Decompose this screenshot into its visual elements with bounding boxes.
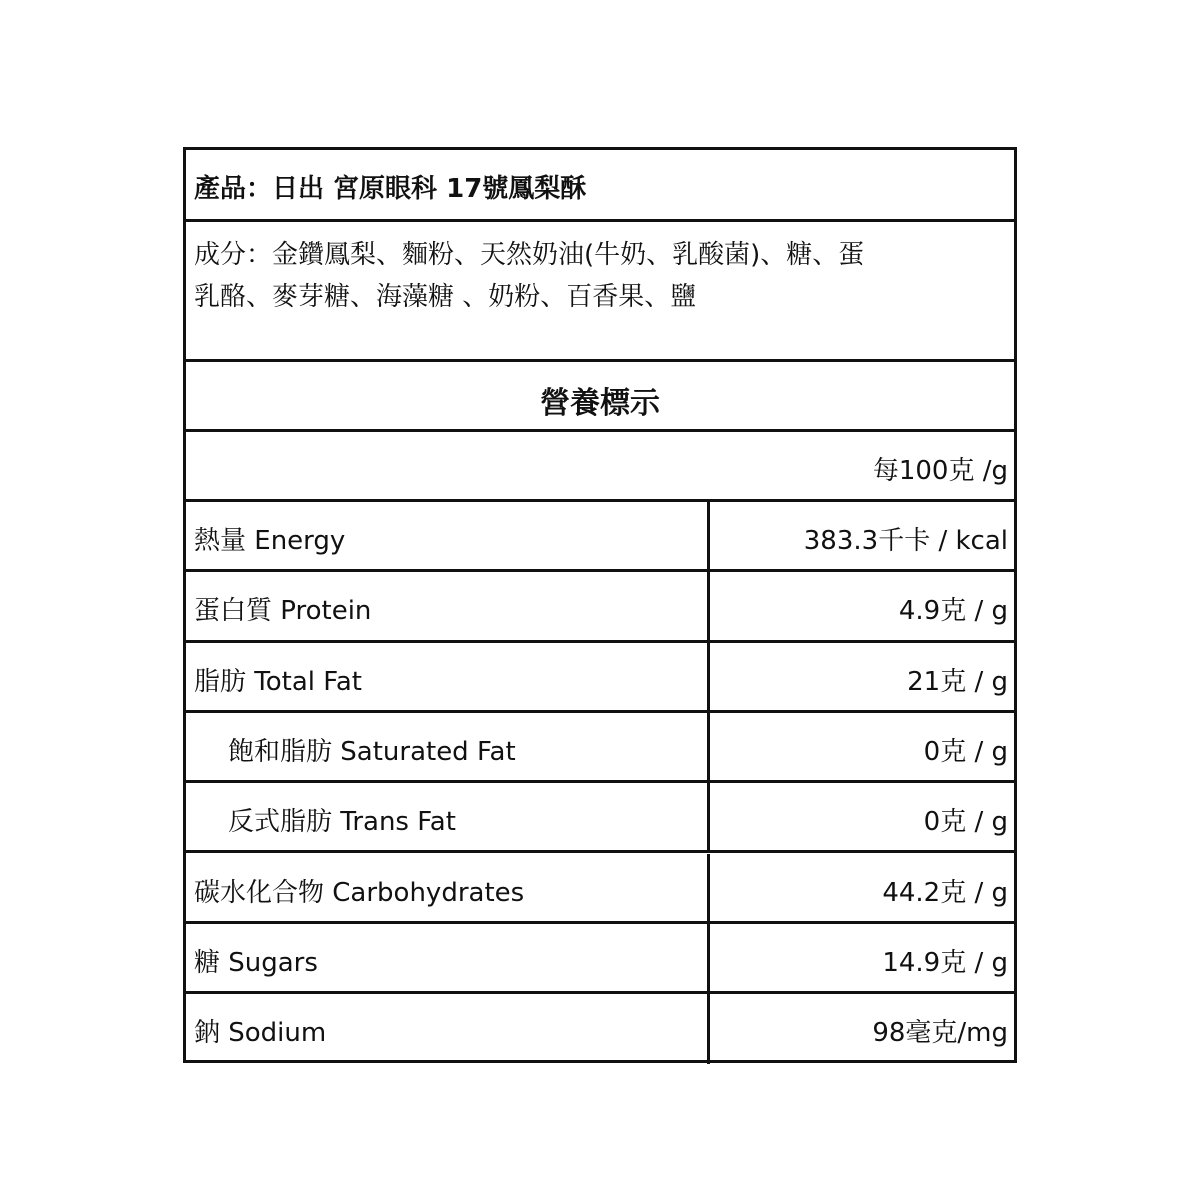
nutrient-value: 98毫克/mg	[872, 1018, 1008, 1049]
nutrient-value: 4.9克 / g	[898, 596, 1008, 627]
ingredients-line-2: 乳酪、麥芽糖、海藻糖 、奶粉、百香果、鹽	[194, 282, 697, 312]
nutrient-name: 鈉 Sodium	[194, 1018, 327, 1049]
nutrient-row	[186, 713, 1014, 783]
nutrient-row	[186, 994, 1014, 1064]
nutrient-row	[186, 502, 1014, 572]
product-name: 產品：日出 宮原眼科 17號鳳梨酥	[194, 174, 587, 204]
column-divider	[707, 572, 710, 639]
column-divider	[707, 994, 710, 1064]
nutrient-value: 21克 / g	[907, 666, 1008, 697]
nutrient-name: 糖 Sugars	[194, 947, 318, 978]
nutrient-name: 蛋白質 Protein	[194, 596, 372, 627]
product-row	[186, 150, 1014, 222]
per-unit-label: 每100克 /g	[872, 456, 1008, 486]
nutrition-label	[183, 147, 1017, 1063]
column-divider	[707, 924, 710, 991]
ingredients-text	[194, 234, 954, 318]
nutrient-row	[186, 924, 1014, 994]
nutrient-row	[186, 854, 1014, 924]
nutrient-row	[186, 643, 1014, 713]
column-divider	[707, 783, 710, 850]
nutrition-heading: 營養標示	[540, 386, 660, 421]
nutrient-name: 脂肪 Total Fat	[194, 666, 362, 697]
nutrient-row	[186, 783, 1014, 853]
nutrient-row	[186, 572, 1014, 642]
column-divider	[707, 854, 710, 921]
nutrient-value: 44.2克 / g	[882, 877, 1008, 908]
column-divider	[707, 643, 710, 710]
nutrient-name: 飽和脂肪 Saturated Fat	[228, 736, 516, 767]
nutrient-value: 14.9克 / g	[882, 947, 1008, 978]
nutrition-heading-row	[186, 362, 1014, 432]
per-unit-row	[186, 432, 1014, 502]
nutrient-value: 0克 / g	[923, 807, 1008, 838]
nutrient-value: 383.3千卡 / kcal	[803, 526, 1008, 556]
column-divider	[707, 502, 710, 569]
ingredients-row	[186, 222, 1014, 362]
nutrient-value: 0克 / g	[923, 736, 1008, 767]
nutrient-name: 熱量 Energy	[194, 526, 346, 556]
ingredients-line-1: 成分：金鑽鳳梨、麵粉、天然奶油(牛奶、乳酸菌)、糖、蛋	[194, 240, 865, 270]
column-divider	[707, 713, 710, 780]
nutrient-name: 反式脂肪 Trans Fat	[228, 807, 456, 838]
nutrient-name: 碳水化合物 Carbohydrates	[194, 877, 525, 908]
